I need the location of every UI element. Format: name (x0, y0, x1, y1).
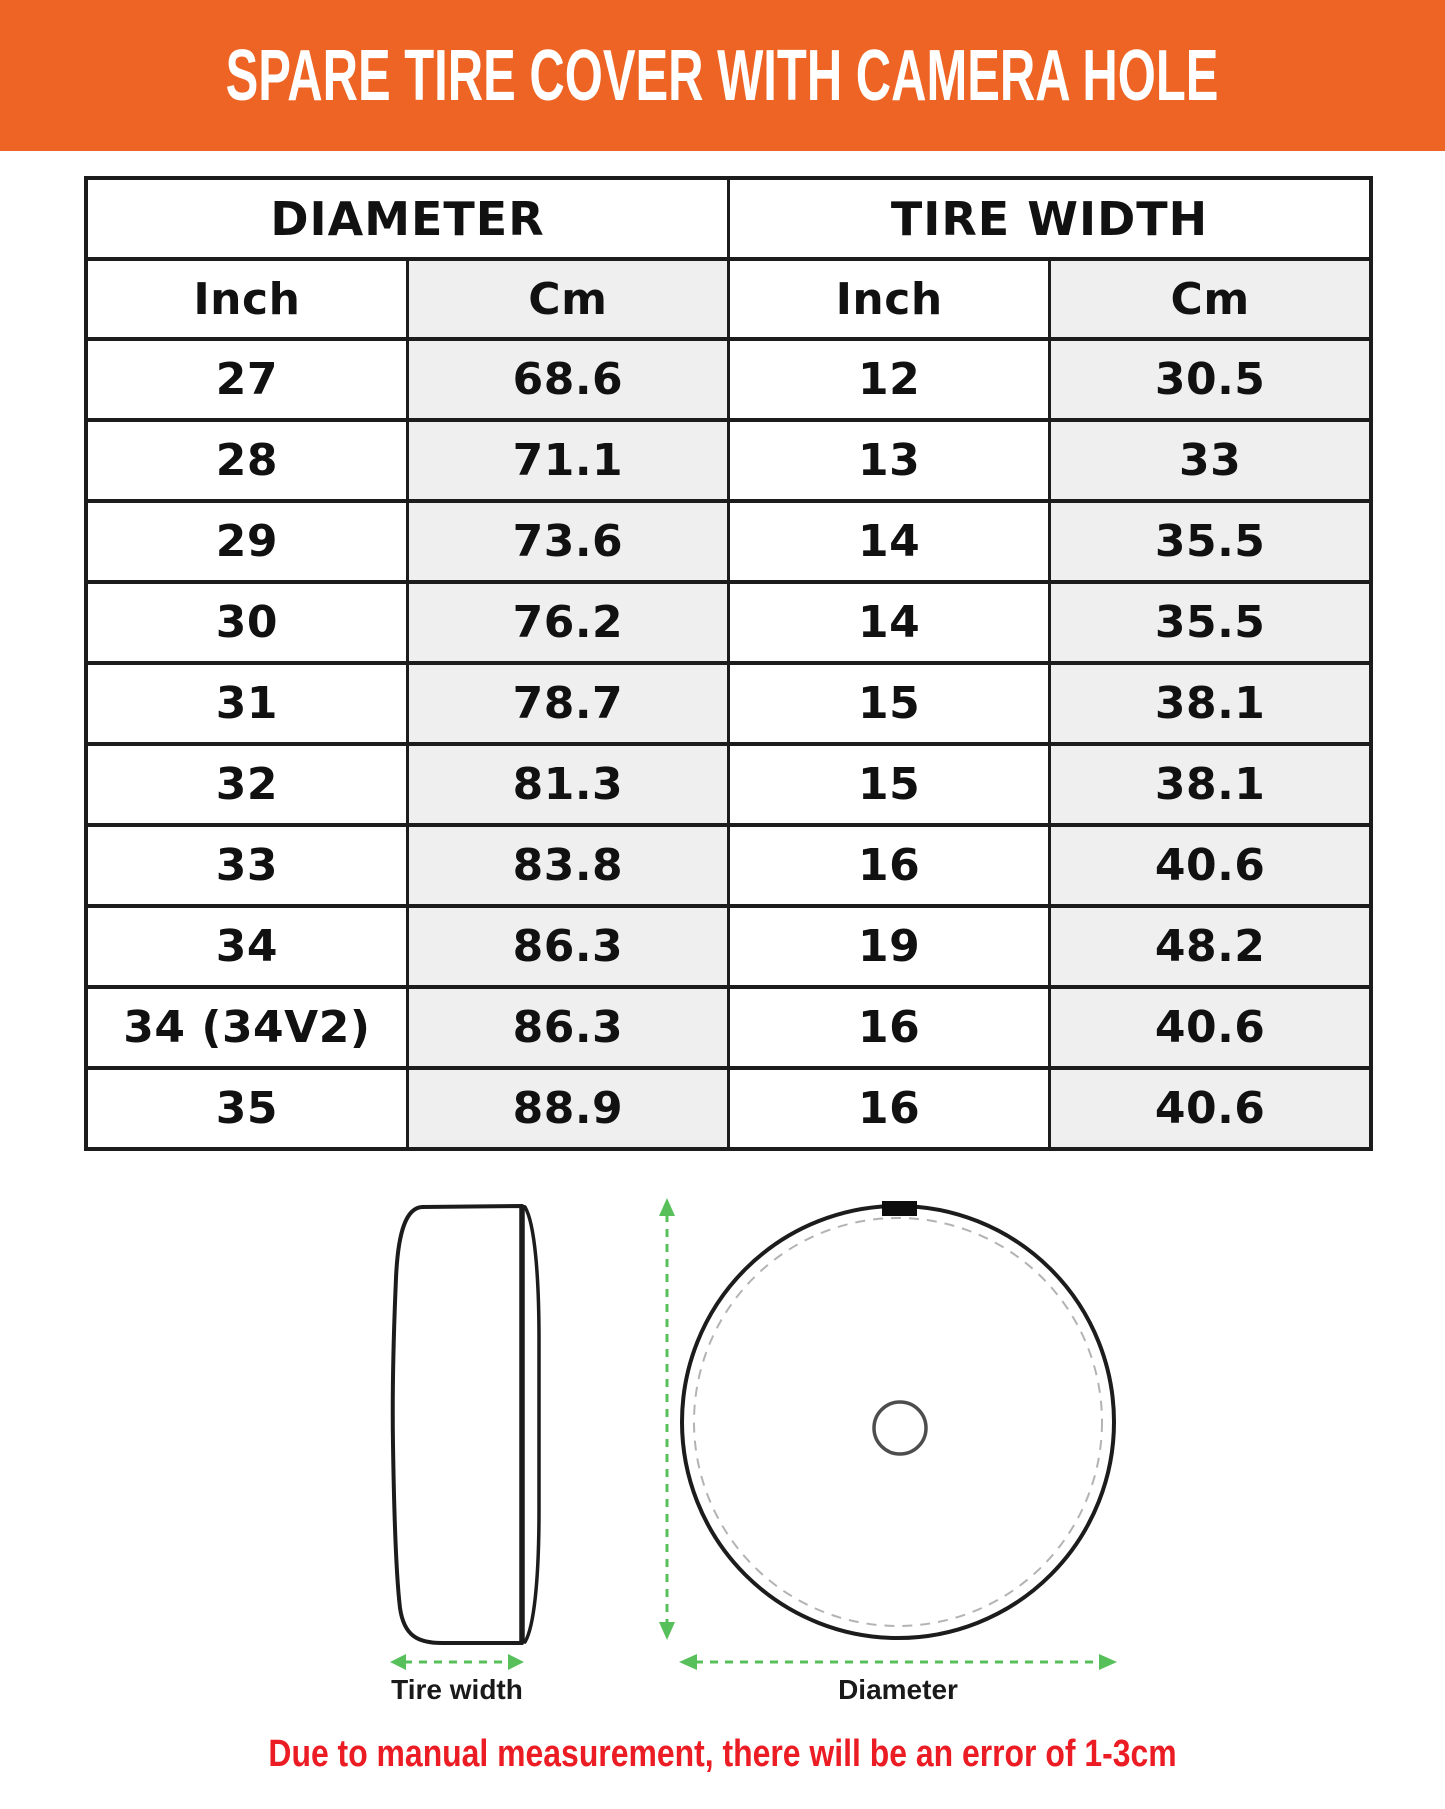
table-cell-width-cm: 35.5 (1050, 501, 1371, 582)
table-cell-width-inch: 16 (729, 825, 1050, 906)
camera-hole-marker (882, 1201, 917, 1216)
table-cell-width-inch: 19 (729, 906, 1050, 987)
subheader-diameter-inch: Inch (86, 259, 407, 339)
table-cell-diameter-cm: 83.8 (407, 825, 728, 906)
table-cell-diameter-inch: 34 (86, 906, 407, 987)
table-subheader-row (86, 259, 1371, 339)
table-cell-width-cm: 40.6 (1050, 987, 1371, 1068)
table-cell-diameter-inch: 27 (86, 339, 407, 420)
height-arrow (659, 1198, 675, 1640)
table-cell-width-cm: 38.1 (1050, 663, 1371, 744)
table-cell-diameter-cm: 73.6 (407, 501, 728, 582)
table-row (86, 906, 1371, 987)
tire-measurement-diagram (300, 1190, 1140, 1720)
table-cell-width-cm: 35.5 (1050, 582, 1371, 663)
subheader-diameter-cm: Cm (407, 259, 728, 339)
table-cell-width-cm: 40.6 (1050, 1068, 1371, 1149)
tire-front-view-illustration (682, 1201, 1114, 1638)
table-cell-diameter-inch: 33 (86, 825, 407, 906)
header-banner (0, 0, 1445, 151)
table-row (86, 339, 1371, 420)
table-cell-width-cm: 40.6 (1050, 825, 1371, 906)
tire-side-view-illustration (393, 1205, 539, 1643)
table-cell-diameter-cm: 68.6 (407, 339, 728, 420)
table-cell-diameter-inch: 29 (86, 501, 407, 582)
table-cell-diameter-inch: 34 (34V2) (86, 987, 407, 1068)
table-cell-width-cm: 38.1 (1050, 744, 1371, 825)
table-cell-diameter-cm: 71.1 (407, 420, 728, 501)
subheader-width-cm: Cm (1050, 259, 1371, 339)
size-table (84, 176, 1373, 1151)
table-row (86, 1068, 1371, 1149)
table-cell-diameter-cm: 81.3 (407, 744, 728, 825)
table-cell-diameter-inch: 30 (86, 582, 407, 663)
table-cell-diameter-cm: 88.9 (407, 1068, 728, 1149)
table-cell-width-inch: 16 (729, 987, 1050, 1068)
table-cell-width-inch: 12 (729, 339, 1050, 420)
tire-width-label: Tire width (391, 1674, 523, 1705)
subheader-width-inch: Inch (729, 259, 1050, 339)
diameter-arrow (679, 1654, 1117, 1670)
table-row (86, 420, 1371, 501)
diameter-label: Diameter (838, 1674, 958, 1705)
table-cell-width-inch: 13 (729, 420, 1050, 501)
table-row (86, 825, 1371, 906)
table-row (86, 987, 1371, 1068)
table-cell-diameter-cm: 86.3 (407, 906, 728, 987)
table-cell-diameter-cm: 76.2 (407, 582, 728, 663)
table-cell-width-cm: 30.5 (1050, 339, 1371, 420)
table-cell-diameter-inch: 32 (86, 744, 407, 825)
table-cell-width-inch: 14 (729, 582, 1050, 663)
table-row (86, 744, 1371, 825)
table-row (86, 582, 1371, 663)
table-cell-diameter-inch: 31 (86, 663, 407, 744)
table-cell-width-inch: 16 (729, 1068, 1050, 1149)
tire-width-arrow (390, 1654, 524, 1670)
table-row (86, 501, 1371, 582)
table-cell-diameter-inch: 35 (86, 1068, 407, 1149)
center-camera-hole-icon (874, 1402, 926, 1454)
table-cell-diameter-cm: 78.7 (407, 663, 728, 744)
table-cell-width-cm: 33 (1050, 420, 1371, 501)
table-cell-width-inch: 15 (729, 744, 1050, 825)
table-group-header-row (86, 178, 1371, 259)
column-group-diameter: DIAMETER (86, 178, 729, 259)
disclaimer-note: Due to manual measurement, there will be an error of 1-3cm (268, 1733, 1177, 1775)
table-cell-width-inch: 14 (729, 501, 1050, 582)
column-group-tire-width: TIRE WIDTH (729, 178, 1372, 259)
table-cell-diameter-cm: 86.3 (407, 987, 728, 1068)
table-cell-width-inch: 15 (729, 663, 1050, 744)
table-row (86, 663, 1371, 744)
table-cell-width-cm: 48.2 (1050, 906, 1371, 987)
table-cell-diameter-inch: 28 (86, 420, 407, 501)
page-title: SPARE TIRE COVER WITH CAMERA HOLE (226, 35, 1219, 116)
